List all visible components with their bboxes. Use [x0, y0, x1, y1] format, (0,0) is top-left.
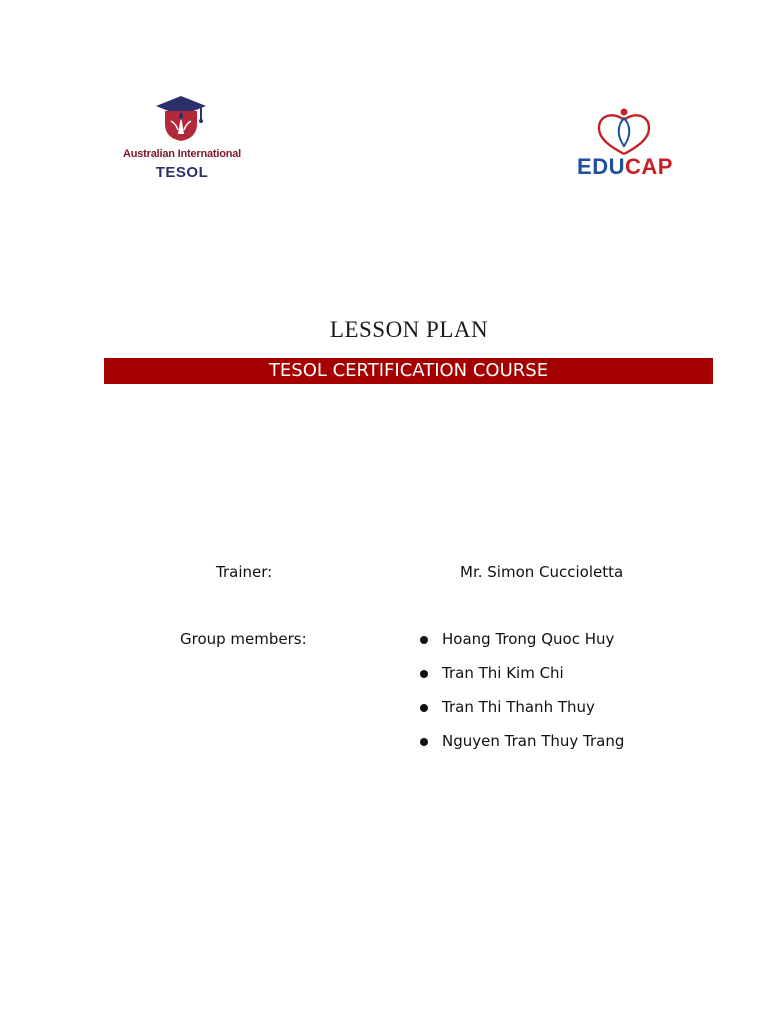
- logo-org-name-line2: TESOL: [155, 164, 209, 181]
- educap-wordmark: [555, 154, 695, 180]
- member-name: Tran Thi Thanh Thuy: [442, 698, 595, 716]
- member-name: Nguyen Tran Thuy Trang: [442, 732, 625, 750]
- educap-heart-figure-icon: [593, 106, 655, 156]
- bullet-icon: [420, 636, 428, 644]
- logo-org-name-line1: Australian International: [122, 148, 242, 160]
- educap-wordmark-cap: CAP: [625, 154, 673, 179]
- trainer-name: Mr. Simon Cuccioletta: [460, 563, 624, 581]
- educap-logo: [555, 100, 695, 195]
- member-name: Tran Thi Kim Chi: [442, 664, 564, 682]
- graduation-cap-icon: [154, 94, 208, 142]
- document-title: LESSON PLAN: [329, 317, 489, 342]
- group-members-label: Group members:: [180, 630, 307, 648]
- member-name: Hoang Trong Quoc Huy: [442, 630, 615, 648]
- australian-international-tesol-logo: [112, 92, 252, 186]
- educap-wordmark-edu: EDU: [577, 154, 625, 179]
- bullet-icon: [420, 704, 428, 712]
- trainer-label: Trainer:: [216, 563, 273, 581]
- bullet-icon: [420, 738, 428, 746]
- course-banner: TESOL CERTIFICATION COURSE: [104, 358, 713, 384]
- bullet-icon: [420, 670, 428, 678]
